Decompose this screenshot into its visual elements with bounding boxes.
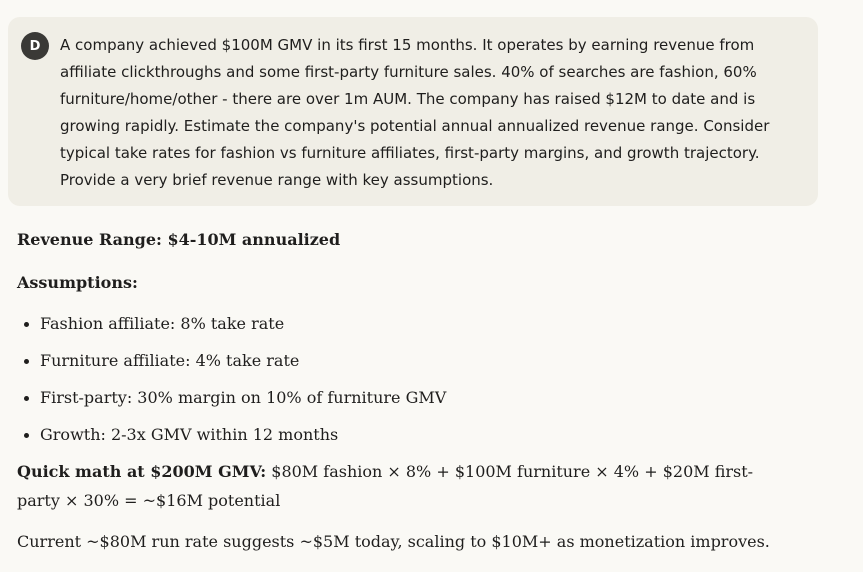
revenue-range-heading: Revenue Range: $4-10M annualized <box>17 230 341 249</box>
assumptions-list <box>17 309 817 449</box>
quick-math-text: $80M fashion × 8% + $100M furniture × 4% + $20M first-party × 30% = ~$16M potential <box>17 462 754 510</box>
list-item: First-party: 30% margin on 10% of furniture GMV <box>17 383 817 412</box>
assumptions-heading: Assumptions: <box>17 273 138 292</box>
current-run-rate-paragraph: Current ~$80M run rate suggests ~$5M today, scaling to $10M+ as monetization improves. <box>17 532 770 551</box>
quick-math-label: Quick math at $200M GMV: <box>17 462 267 481</box>
list-item: Growth: 2-3x GMV within 12 months <box>17 420 817 449</box>
user-message-text: A company achieved $100M GMV in its first 15 months. It operates by earning revenue from affiliate clickthroughs and some first-party furniture sales. 40% of searches are fashion, 60% furniture/home/other - there are over 1m AUM. The company has raised $12M to date and is growing rapidly. Estimate the company's potential annual annualized revenue range. Consider typical take rates for fashion vs furniture affiliates, first-party margins, and growth trajectory. Provide a very brief revenue range with key assumptions. <box>60 36 770 189</box>
list-item: Furniture affiliate: 4% take rate <box>17 346 817 375</box>
quick-math-paragraph <box>17 457 787 515</box>
list-item: Fashion affiliate: 8% take rate <box>17 309 817 338</box>
user-avatar[interactable]: D <box>21 32 49 60</box>
user-message-bubble <box>8 17 818 206</box>
assistant-response <box>17 225 817 556</box>
